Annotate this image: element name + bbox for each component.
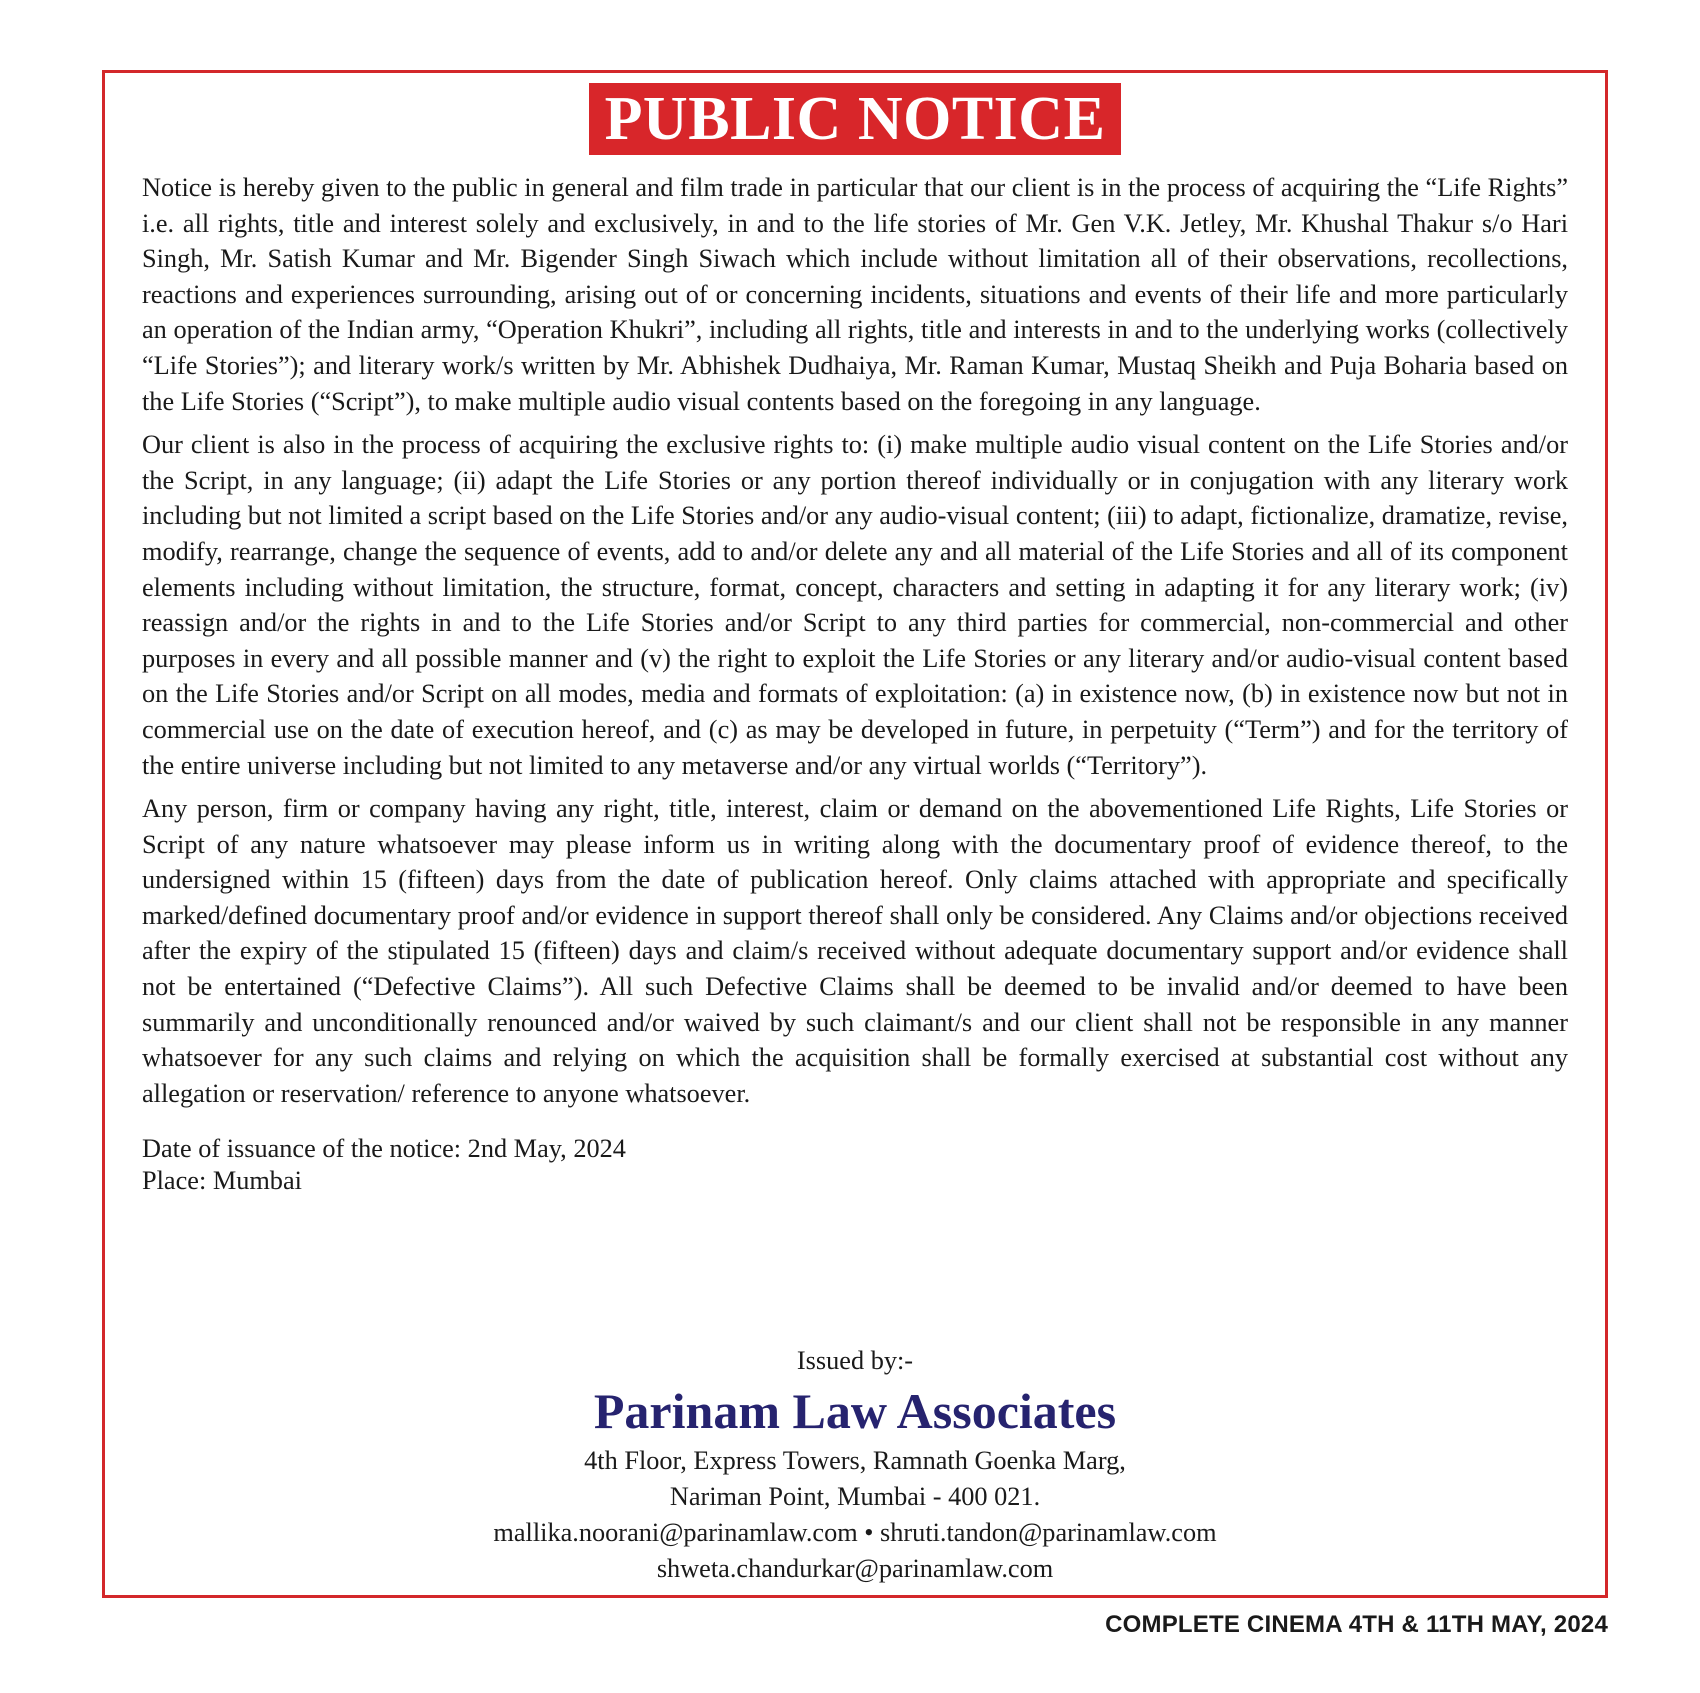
issuance-place: Place: Mumbai	[142, 1166, 302, 1196]
issued-by-label: Issued by:-	[796, 1346, 914, 1375]
email-line-1[interactable]: mallika.noorani@parinamlaw.com • shruti.tandon@parinamlaw.com	[493, 1518, 1217, 1547]
notice-title: PUBLIC NOTICE	[589, 83, 1122, 155]
issuer-block	[105, 1343, 1605, 1587]
email-line-2[interactable]: shweta.chandurkar@parinamlaw.com	[656, 1554, 1054, 1583]
paragraph-life-rights: Notice is hereby given to the public in general and film trade in particular that our client is in the process of acquiring the “Life Rights” i.e. all rights, title and interest solely and exclusively, in and to the life stories of Mr. Gen V.K. Jetley, Mr. Khushal Thakur s/o Hari Singh, Mr. Satish Kumar and Mr. Bigender Singh Siwach which include without limitation all of their observations, recollections, reactions and experiences surrounding, arising out of or concerning incidents, situations and events of their life and more particularly an operation of the Indian army, “Operation Khukri”, including all rights, title and interests in and to the underlying works (collectively “Life Stories”); and literary work/s written by Mr. Abhishek Dudhaiya, Mr. Raman Kumar, Mustaq Sheikh and Puja Boharia based on the Life Stories (“Script”), to make multiple audio visual contents based on the foregoing in any language.	[142, 173, 1568, 416]
address-line-2: Nariman Point, Mumbai - 400 021.	[669, 1482, 1041, 1511]
firm-name: Parinam Law Associates	[593, 1383, 1117, 1439]
title-container	[105, 83, 1605, 155]
paragraph-exclusive-rights: Our client is also in the process of acquiring the exclusive rights to: (i) make multiple audio visual content on the Life Stories and/or the Script, in any language; (ii) adapt the Life Stories or any portion thereof individually or in conjugation with any literary work including but not limited a script based on the Life Stories and/or any audio-visual content; (iii) to adapt, fictionalize, dramatize, revise, modify, rearrange, change the sequence of events, add to and/or delete any and all material of the Life Stories and all of its component elements including without limitation, the structure, format, concept, characters and setting in adapting it for any literary work; (iv) reassign and/or the rights in and to the Life Stories and/or Script to any third parties for commercial, non-commercial and other purposes in every and all possible manner and (v) the right to exploit the Life Stories or any literary and/or audio-visual content based on the Life Stories and/or Script on all modes, media and formats of exploitation: (a) in existence now, (b) in existence now but not in commercial use on the date of execution hereof, and (c) as may be developed in future, in perpetuity (“Term”) and for the territory of the entire universe including but not limited to any metaverse and/or any virtual worlds (“Territory”).	[142, 430, 1568, 780]
publication-footer: COMPLETE CINEMA 4TH & 11TH MAY, 2024	[1105, 1611, 1608, 1638]
address-line-1: 4th Floor, Express Towers, Ramnath Goenka Marg,	[584, 1446, 1126, 1475]
notice-frame	[102, 70, 1608, 1598]
notice-meta	[142, 1133, 1568, 1197]
paragraph-claims: Any person, firm or company having any right, title, interest, claim or demand on the abovementioned Life Rights, Life Stories or Script of any nature whatsoever may please inform us in writing along with the documentary proof of evidence thereof, to the undersigned within 15 (fifteen) days from the date of publication hereof. Only claims attached with appropriate and specifically marked/defined documentary proof and/or evidence in support thereof shall only be considered. Any Claims and/or objections received after the expiry of the stipulated 15 (fifteen) days and claim/s received without adequate documentary support and/or evidence shall not be entertained (“Defective Claims”). All such Defective Claims shall be deemed to be invalid and/or deemed to have been summarily and unconditionally renounced and/or waived by such claimant/s and our client shall not be responsible in any manner whatsoever for any such claims and relying on which the acquisition shall be formally exercised at substantial cost without any allegation or reservation/ reference to anyone whatsoever.	[142, 794, 1568, 1108]
issuance-date: Date of issuance of the notice: 2nd May, 2024	[142, 1134, 626, 1164]
notice-body	[142, 170, 1568, 1197]
